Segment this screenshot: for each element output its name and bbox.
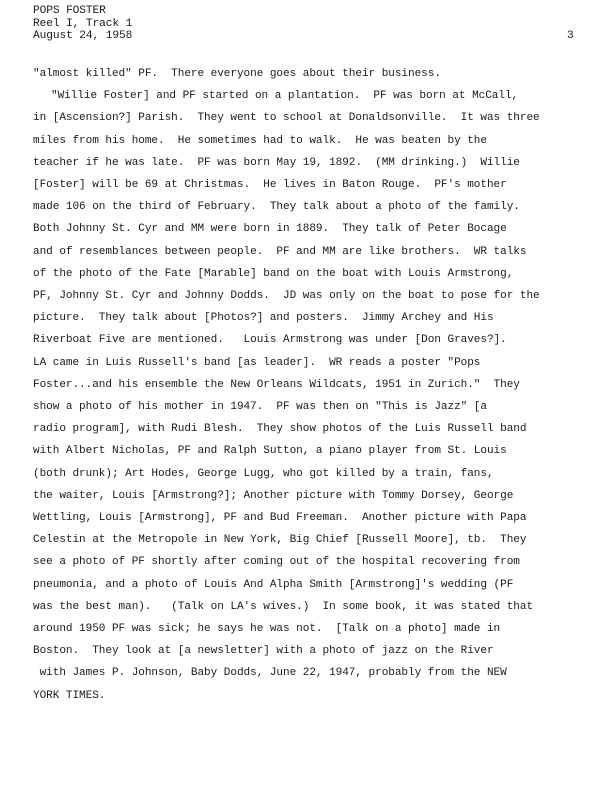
text-line: made 106 on the third of February. They talk about a photo of the family. (33, 201, 520, 214)
page-header (33, 5, 132, 43)
text-line: picture. They talk about [Photos?] and posters. Jimmy Archey and His (33, 312, 494, 325)
text-line: Foster...and his ensemble the New Orleans Wildcats, 1951 in Zurich." They (33, 378, 520, 391)
text-line: with James P. Johnson, Baby Dodds, June 22, 1947, probably from the NEW (33, 667, 507, 680)
text-line: and of resemblances between people. PF and MM are like brothers. WR talks (33, 245, 527, 258)
text-line: Both Johnny St. Cyr and MM were born in 1889. They talk of Peter Bocage (33, 223, 507, 236)
header-reel-track: Reel I, Track 1 (33, 17, 133, 30)
text-line: Boston. They look at [a newsletter] with a photo of jazz on the River (33, 645, 494, 658)
text-line: was the best man). (Talk on LA's wives.) In some book, it was stated that (33, 600, 534, 613)
text-line: teacher if he was late. PF was born May 19, 1892. (MM drinking.) Willie (33, 156, 520, 169)
text-line: Wettling, Louis [Armstrong], PF and Bud Freeman. Another picture with Papa (33, 512, 527, 525)
text-line: in [Ascension?] Parish. They went to school at Donaldsonville. It was three (33, 112, 540, 125)
text-line: see a photo of PF shortly after coming out of the hospital recovering from (33, 556, 520, 569)
text-line: Riverboat Five are mentioned. Louis Armstrong was under [Don Graves?]. (33, 334, 507, 347)
text-line: with Albert Nicholas, PF and Ralph Sutton, a piano player from St. Louis (33, 445, 507, 458)
text-line: miles from his home. He sometimes had to walk. He was beaten by the (33, 134, 487, 147)
text-line: LA came in Luis Russell's band [as leader]. WR reads a poster "Pops (33, 356, 481, 369)
text-line: of the photo of the Fate [Marable] band on the boat with Louis Armstrong, (33, 267, 514, 280)
text-line: pneumonia, and a photo of Louis And Alpha Smith [Armstrong]'s wedding (PF (33, 578, 514, 591)
text-line: show a photo of his mother in 1947. PF was then on "This is Jazz" [a (33, 401, 487, 414)
text-line: the waiter, Louis [Armstrong?]; Another picture with Tommy Dorsey, George (33, 489, 514, 502)
text-line: around 1950 PF was sick; he says he was not. [Talk on a photo] made in (33, 623, 501, 636)
page-number: 3 (567, 30, 574, 42)
text-line: "almost killed" PF. There everyone goes about their business. (33, 68, 441, 80)
text-line: PF, Johnny St. Cyr and Johnny Dodds. JD was only on the boat to pose for the (33, 290, 540, 303)
text-line: YORK TIMES. (33, 689, 106, 702)
text-line: "Willie Foster] and PF started on a plantation. PF was born at McCall, (51, 90, 519, 103)
text-line: (both drunk); Art Hodes, George Lugg, who got killed by a train, fans, (33, 467, 494, 480)
text-line: Celestin at the Metropole in New York, Big Chief [Russell Moore], tb. They (33, 534, 527, 547)
header-date: August 24, 1958 (33, 30, 133, 43)
text-line: radio program], with Rudi Blesh. They show photos of the Luis Russell band (33, 423, 527, 436)
transcript-body (33, 63, 593, 707)
header-name: POPS FOSTER (33, 5, 106, 17)
text-line: [Foster] will be 69 at Christmas. He lives in Baton Rouge. PF's mother (33, 179, 507, 192)
